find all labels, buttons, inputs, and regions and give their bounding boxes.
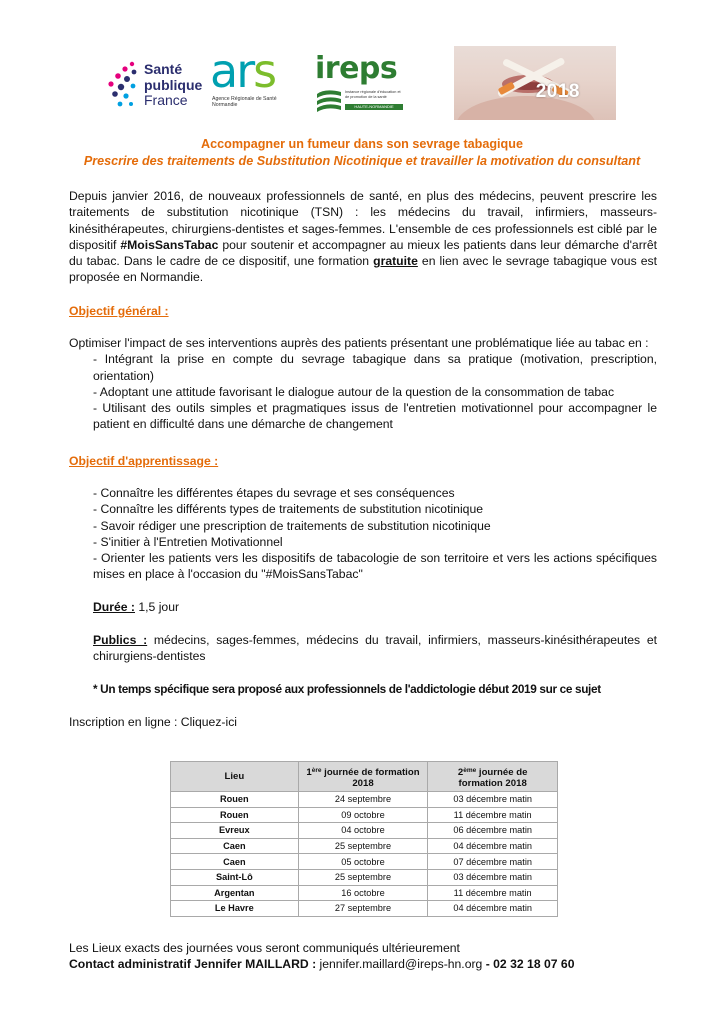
contact-line [69,956,574,972]
cell-lieu: Caen [171,854,299,870]
objectif-apprentissage-heading-row [69,453,657,469]
publics-value: médecins, sages-femmes, médecins du travail, infirmiers, masseurs-kinésithérapeutes et chirurgiens-dentistes [93,633,657,664]
table-row [171,854,558,870]
col-day1-header: 1ère journée de formation 2018 [298,762,428,792]
cell-lieu: Le Havre [171,901,299,917]
sante-logo-line3: France [144,92,188,108]
sante-logo-line1: Santé [144,61,183,77]
ireps-logo [315,51,405,116]
hashtag-mois-sans-tabac: #MoisSansTabac [120,237,219,252]
cell-day1: 16 octobre [298,885,428,901]
list-item: - Savoir rédiger une prescription de traitements de substitution nicotinique [93,518,491,533]
publics-label: Publics : [93,633,148,647]
cell-day1: 04 octobre [298,823,428,839]
cell-day1: 24 septembre [298,792,428,808]
objectif-general-section [69,335,657,433]
col-lieu-header: Lieu [171,762,299,792]
cell-lieu: Caen [171,838,299,854]
cell-lieu: Rouen [171,807,299,823]
table-row [171,792,558,808]
list-item: - Utilisant des outils simples et pragmatiques issus de l'entretien motivationnel pour accompagner le patient en difficulté dans une démarche de changement [93,401,657,432]
list-item: - S'initier à l'Entretien Motivationnel [93,534,283,549]
contact-phone[interactable]: 02 32 18 07 60 [493,957,575,971]
list-item: - Connaître les différents types de traitements de substitution nicotinique [93,502,483,517]
list-item: - Orienter les patients vers les dispositifs de tabacologie de son territoire et vers les actions spécifiques mises en place à l'occasion du "#MoisSansTabac" [93,551,657,582]
contact-label: Contact administratif Jennifer MAILLARD : [69,957,320,971]
page-subtitle: Prescrire des traitements de Substitution Nicotinique et travailler la motivation du consultant [83,154,641,168]
publics-line [69,632,657,665]
table-row [171,901,558,917]
ireps-logo-subtitle: Instance régionale d'éducation et de promotion de la santé [345,90,401,99]
cell-day2: 03 décembre matin [428,792,558,808]
sessions-table [170,761,558,917]
cell-day2: 11 décembre matin [428,885,558,901]
ireps-logo-word: ireps [315,51,398,86]
intro-paragraph [69,188,657,286]
ireps-logo-region: HAUTE-NORMANDIE [345,104,403,110]
col-day2-header: 2ème journée de formation 2018 [428,762,558,792]
cell-lieu: Saint-Lô [171,869,299,885]
wave-icon [315,88,343,112]
objectif-apprentissage-section [69,485,657,583]
table-row [171,838,558,854]
ars-logo-ar: ar [210,44,254,98]
cell-day2: 06 décembre matin [428,823,558,839]
cell-day1: 27 septembre [298,901,428,917]
sante-publique-france-logo [106,58,206,114]
list-item: - Adoptant une attitude favorisant le dialogue autour de la question de la consommation de tabac [93,384,615,399]
cell-lieu: Argentan [171,885,299,901]
duree-value: 1,5 jour [135,600,180,614]
objectif-general-lead: Optimiser l'impact de ses interventions auprès des patients présentant une problématique liée au tabac en : [69,336,649,350]
intro-text-3: en lien avec le sevrage tabagique vous est proposée en Normandie. [69,254,657,285]
objectif-general-heading: Objectif général : [69,304,169,318]
dots-icon [106,60,140,112]
gratuite-emphasis: gratuite [373,254,418,269]
broken-cigarette-icon [454,46,616,120]
cell-day2: 04 décembre matin [428,901,558,917]
cell-lieu: Rouen [171,792,299,808]
cell-day1: 25 septembre [298,869,428,885]
intro-text-1: Depuis janvier 2016, de nouveaux professionnels de santé, en plus des médecins, peuvent prescrire les traitements de substitution nicotinique (TSN) : les médecins du travail, infirmiers, masseurs-kinésithérapeutes, chirurgiens-dentistes et sages-femmes. L'ensemble de ces professionnels est ciblé par le dispositif [69,189,657,252]
objectif-general-heading-row [69,303,657,319]
table-row [171,807,558,823]
inscription-link[interactable]: Inscription en ligne : Cliquez-ici [69,715,237,729]
ars-logo [210,44,302,112]
duree-line [69,599,657,615]
cell-day2: 07 décembre matin [428,854,558,870]
addictologie-note: * Un temps spécifique sera proposé aux professionnels de l'addictologie début 2019 sur ce sujet [93,682,601,696]
duree-label: Durée : [93,600,135,614]
cell-day1: 05 octobre [298,854,428,870]
table-row [171,823,558,839]
cell-day1: 25 septembre [298,838,428,854]
smoking-cessation-photo [454,46,616,120]
table-row [171,869,558,885]
page-title: Accompagner un fumeur dans son sevrage tabagique [201,137,523,151]
sante-logo-line2: publique [144,76,203,93]
cell-day2: 04 décembre matin [428,838,558,854]
contact-email[interactable]: jennifer.maillard@ireps-hn.org [319,957,483,971]
ars-logo-subtitle: Agence Régionale de Santé Normandie [212,96,277,108]
cell-day1: 09 octobre [298,807,428,823]
cell-day2: 03 décembre matin [428,869,558,885]
table-row [171,885,558,901]
year-label: 2018 [535,81,580,102]
lieux-note: Les Lieux exacts des journées vous seront communiqués ultérieurement [69,941,460,955]
list-item: - Intégrant la prise en compte du sevrage tabagique dans sa pratique (motivation, prescription, orientation) [93,352,657,383]
intro-text-2: pour soutenir et accompagner au mieux les patients dans leur démarche d'arrêt du tabac. Dans le cadre de ce dispositif, une formation [69,237,657,269]
ars-logo-s: s [253,44,276,98]
list-item: - Connaître les différentes étapes du sevrage et ses conséquences [93,486,455,500]
objectif-apprentissage-heading: Objectif d'apprentissage : [69,454,219,468]
cell-day2: 11 décembre matin [428,807,558,823]
table-header-row [171,762,558,792]
contact-separator: - [482,957,494,971]
cell-lieu: Evreux [171,823,299,839]
